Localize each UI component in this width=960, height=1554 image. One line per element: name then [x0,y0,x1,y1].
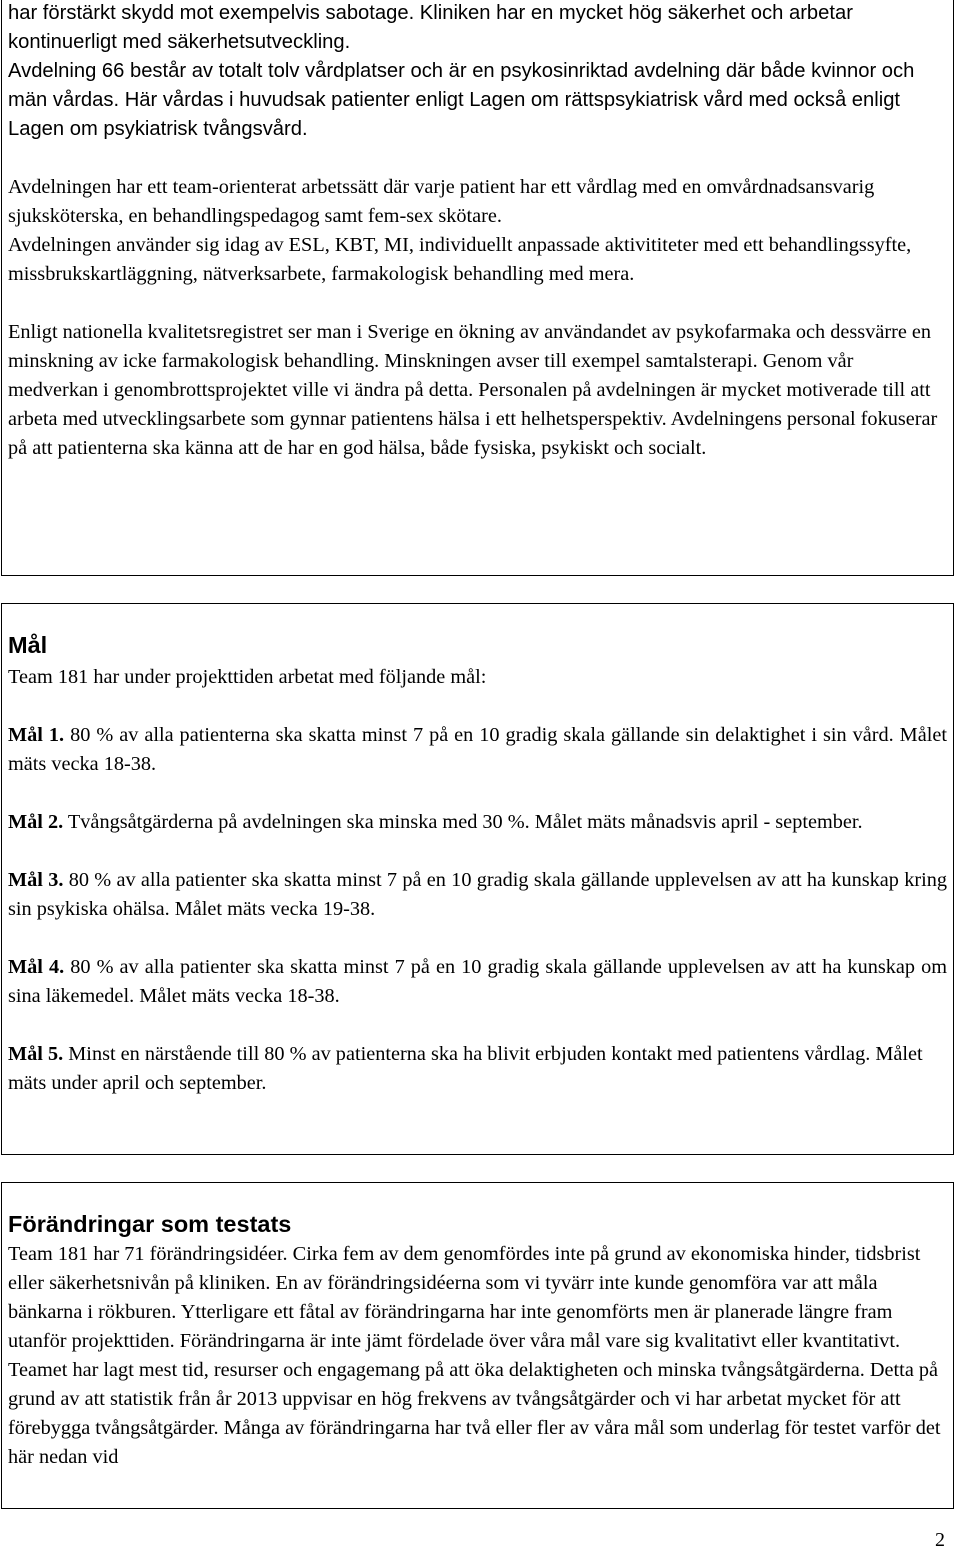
goals-intro: Team 181 har under projekttiden arbetat med följande mål: [8,666,487,688]
changes-section [1,1182,954,1509]
paragraph-methods: Avdelningen använder sig idag av ESL, KBT, MI, individuellt anpassade aktivititeter med ett behandlingssyfte, missbrukskartläggning, nätverksarbete, farmakologisk behandling med mera. [8,234,912,285]
goal-item [8,866,947,924]
paragraph-team-approach: Avdelningen har ett team-orienterat arbetssätt där varje patient har ett vårdlag med en omvårdnadsansvarig sjuksköterska, en behandlingspedagog samt fem-sex skötare. [8,176,875,227]
paragraph-quality-registry: Enligt nationella kvalitetsregistret ser man i Sverige en ökning av användandet av psykofarmaka och dessvärre en minskning av icke farmakologisk behandling. Minskningen avser till exempel samtalsterapi. Genom vår medverkan i genombrottsprojektet ville vi ändra på detta. Personalen på avdelningen är mycket motiverade till att arbeta med utvecklingsarbete som gynnar patientens hälsa i ett helhetsperspektiv. Avdelningens personal fokuserar på att patienterna ska känna att de har en god hälsa, både fysiska, psykiskt och socialt. [8,321,938,459]
goal-text: Minst en närstående till 80 % av patienterna ska ha blivit erbjuden kontakt med patientens vårdlag. Målet mäts under april och september. [8,1043,923,1094]
page-number: 2 [935,1529,945,1551]
goals-heading: Mål [8,632,48,658]
goal-item [8,808,947,837]
goal-label: Mål 4. [8,956,65,978]
goal-item [8,721,947,779]
changes-heading: Förändringar som testats [8,1211,292,1237]
goal-text: Tvångsåtgärderna på avdelningen ska minska med 30 %. Målet mäts månadsvis april - september. [63,811,863,833]
goal-text: 80 % av alla patienterna ska skatta minst 7 på en 10 gradig skala gällande sin delaktighet i sin vård. Målet mäts vecka 18-38. [8,724,947,775]
goal-text: 80 % av alla patienter ska skatta minst 7 på en 10 gradig skala gällande upplevelsen av att ha kunskap kring sin psykiska ohälsa. Målet mäts vecka 19-38. [8,869,948,920]
paragraph-ward-description: Avdelning 66 består av totalt tolv vårdplatser och är en psykosinriktad avdelning där både kvinnor och män vårdas. Här vårdas i huvudsak patienter enligt Lagen om rättspsykiatrisk vård med också enligt Lagen om psykiatrisk tvångsvård. [8,60,915,140]
goal-label: Mål 1. [8,724,65,746]
goal-item [8,953,947,1011]
goals-section [1,603,954,1155]
paragraph-security: har förstärkt skydd mot exempelvis sabotage. Kliniken har en mycket hög säkerhet och arbetar kontinuerligt med säkerhetsutveckling. [8,2,853,53]
changes-body: Team 181 har 71 förändringsidéer. Cirka fem av dem genomfördes inte på grund av ekonomiska hinder, tidsbrist eller säkerhetsnivån på kliniken. En av förändringsidéerna som vi tyvärr inte kunde genomföra var att måla bänkarna i rökburen. Ytterligare ett fåtal av förändringarna har inte genomförts men är planerade längre fram utanför projekttiden. Förändringarna är inte jämt fördelade över våra mål vare sig kvalitativt eller kvantitativt. Teamet har lagt mest tid, resurser och engagemang på att öka delaktigheten och minska tvångsåtgärderna. Detta på grund av att statistik från år 2013 uppvisar en hög frekvens av tvångsåtgärder och vi har arbetat mycket för att förebygga tvångsåtgärder. Många av förändringarna har två eller fler av våra mål som underlag för testet varför det här nedan vid [8,1243,941,1468]
goal-text: 80 % av alla patienter ska skatta minst 7 på en 10 gradig skala gällande upplevelsen av att ha kunskap om sina läkemedel. Målet mäts vecka 18-38. [8,956,948,1007]
goal-item [8,1040,947,1098]
goal-label: Mål 5. [8,1043,64,1065]
intro-section [1,0,954,576]
goal-label: Mål 2. [8,811,64,833]
goal-label: Mål 3. [8,869,64,891]
